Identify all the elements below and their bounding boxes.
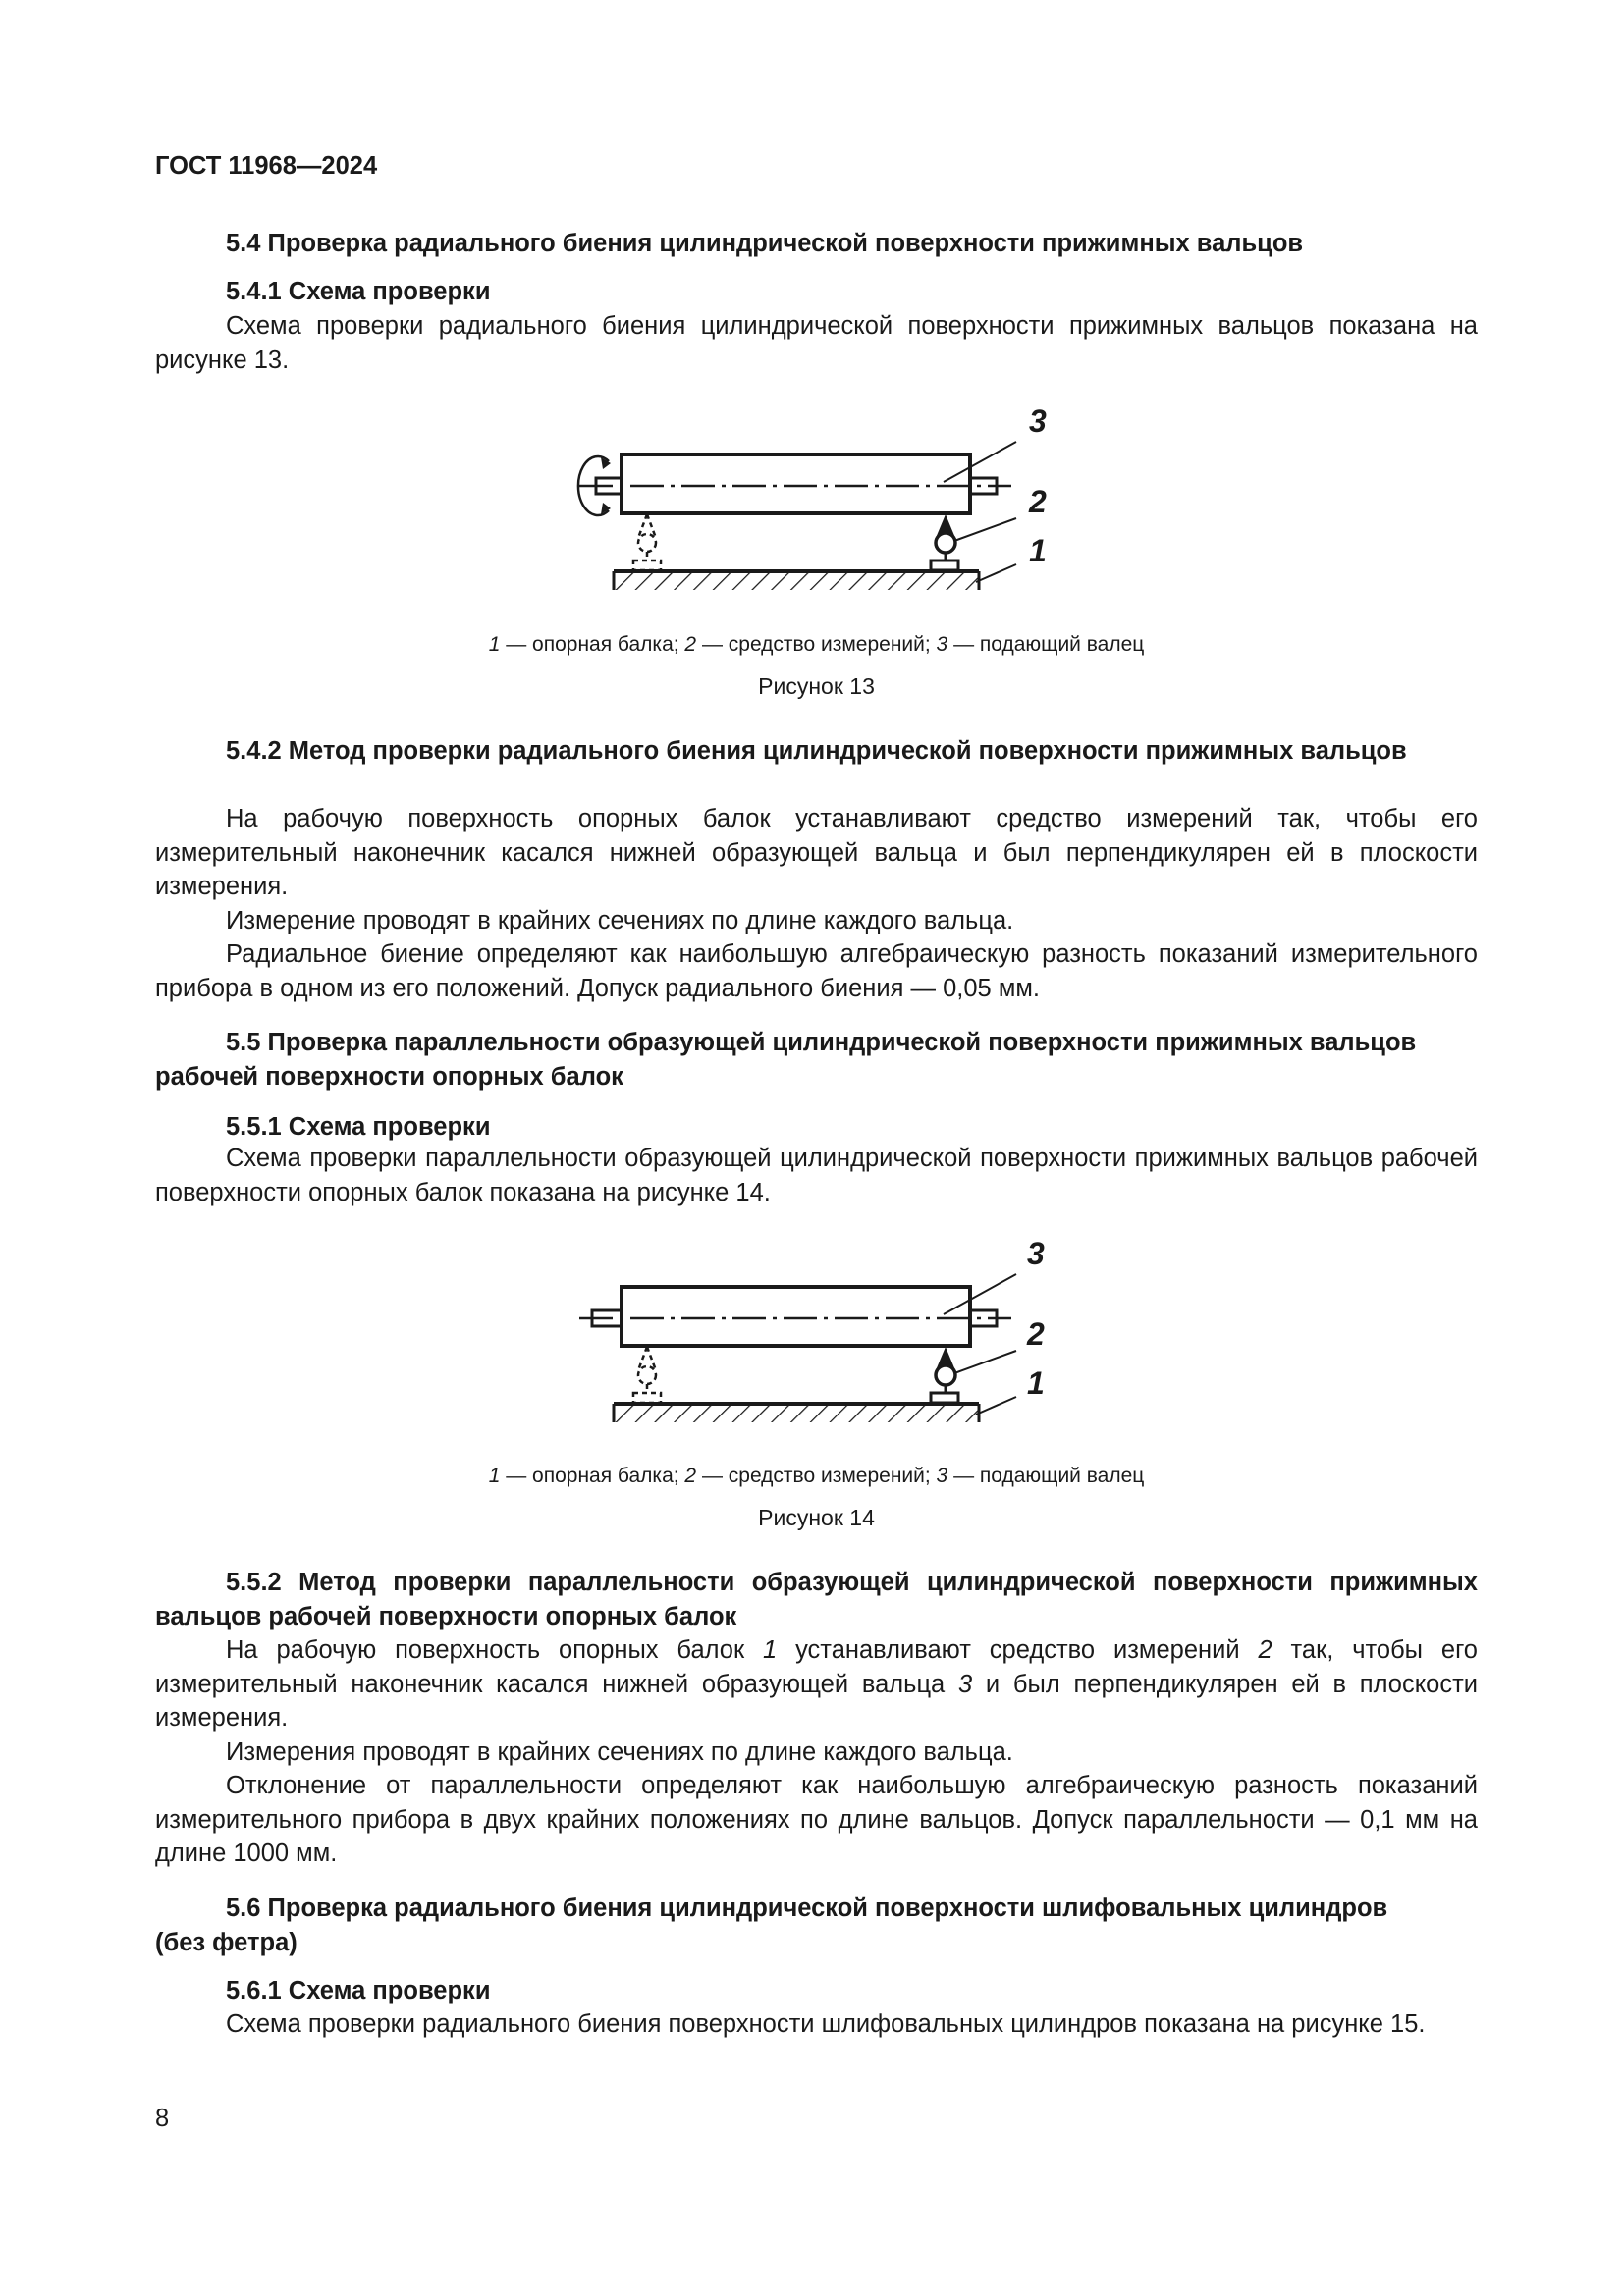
text: На рабочую поверхность опорных балок: [226, 1636, 764, 1664]
section-5-5-1-text: Схема проверки параллельности образующей цилиндрической поверхности прижимных вальцов рабочей поверхности опорных балок показана на рисунке 14.: [155, 1145, 1478, 1206]
figure-13-caption: Рисунок 13: [758, 673, 875, 699]
section-5-4-2-p1: На рабочую поверхность опорных балок устанавливают средство измерений так, чтобы его измерительный наконечник касался нижней образующей вальца и был перпендикулярен ей в плоскости измерения.: [155, 805, 1478, 901]
section-5-4-2-p2: Измерение проводят в крайних сечениях по длине каждого вальца.: [226, 907, 1014, 934]
text: так, чтобы его измерительный наконечник касался нижней образующей вальца: [155, 1636, 1478, 1698]
legend-text: — опорная балка;: [500, 1465, 685, 1487]
figure-13-legend: [155, 628, 1478, 663]
section-5-6-title: 5.6 Проверка радиального биения цилиндрической поверхности шлифовальных цилиндров (без фетра): [155, 1895, 1388, 1956]
figure-14-legend: [155, 1460, 1478, 1494]
ref-num: 3: [957, 1670, 973, 1698]
legend-text: — средство измерений;: [696, 1465, 937, 1487]
legend-num: 2: [684, 1465, 697, 1487]
section-5-5-2-title: 5.5.2 Метод проверки параллельности образующей цилиндрической поверхности прижимных вальцов рабочей поверхности опорных балок: [155, 1569, 1478, 1630]
figure-14-caption: Рисунок 14: [758, 1505, 875, 1530]
roller-schematic: [579, 442, 1016, 590]
fig14-label-3: 3: [1027, 1236, 1045, 1271]
page-number: 8: [155, 2105, 170, 2132]
legend-num: 2: [684, 633, 697, 656]
ref-num: 2: [1258, 1636, 1272, 1664]
legend-text: — опорная балка;: [500, 633, 685, 656]
legend-num: 1: [488, 1465, 501, 1487]
section-5-5-2-p1: [155, 1633, 1478, 1735]
fig13-label-2: 2: [1029, 484, 1047, 519]
section-5-6-1-title: 5.6.1 Схема проверки: [226, 1977, 491, 2004]
fig13-label-1: 1: [1029, 533, 1047, 568]
section-5-4-1-title: 5.4.1 Схема проверки: [226, 278, 491, 305]
section-5-6-1-text: Схема проверки радиального биения поверхности шлифовальных цилиндров показана на рисунке 15.: [226, 2010, 1426, 2038]
document-header: ГОСТ 11968—2024: [155, 152, 378, 180]
section-5-4-1-text: Схема проверки радиального биения цилиндрической поверхности прижимных вальцов показана на рисунке 13.: [155, 312, 1478, 374]
legend-num: 3: [936, 1465, 948, 1487]
fig14-label-2: 2: [1027, 1316, 1045, 1352]
fig13-label-3: 3: [1029, 403, 1047, 439]
legend-text: — средство измерений;: [696, 633, 937, 656]
fig14-label-1: 1: [1027, 1365, 1045, 1401]
section-5-5-title: 5.5 Проверка параллельности образующей цилиндрической поверхности прижимных вальцов рабочей поверхности опорных балок: [155, 1029, 1417, 1091]
ref-num: 1: [763, 1636, 778, 1664]
section-5-4-2-p3: Радиальное биение определяют как наибольшую алгебраическую разность показаний измерительного прибора в одном из его положений. Допуск радиального биения — 0,05 мм.: [155, 940, 1478, 1002]
section-5-4-title: 5.4 Проверка радиального биения цилиндрической поверхности прижимных вальцов: [226, 230, 1304, 257]
text: устанавливают средство измерений: [777, 1636, 1259, 1664]
section-5-5-2-p3: Отклонение от параллельности определяют как наибольшую алгебраическую разность показаний измерительного прибора в двух крайних положениях по длине вальцов. Допуск параллельности — 0,1 мм на длине 1000 мм.: [155, 1772, 1478, 1868]
section-5-5-2-p2: Измерения проводят в крайних сечениях по длине каждого вальца.: [226, 1738, 1013, 1766]
legend-text: — подающий валец: [947, 633, 1145, 656]
section-5-4-2-title: 5.4.2 Метод проверки радиального биения цилиндрической поверхности прижимных вальцов: [226, 737, 1407, 765]
roller-schematic-fig14: [579, 1274, 1016, 1422]
section-5-5-1-title: 5.5.1 Схема проверки: [226, 1113, 491, 1141]
legend-num: 1: [488, 633, 501, 656]
legend-num: 3: [936, 633, 948, 656]
text: и был перпендикулярен ей в плоскости измерения.: [155, 1670, 1478, 1733]
legend-text: — подающий валец: [947, 1465, 1145, 1487]
